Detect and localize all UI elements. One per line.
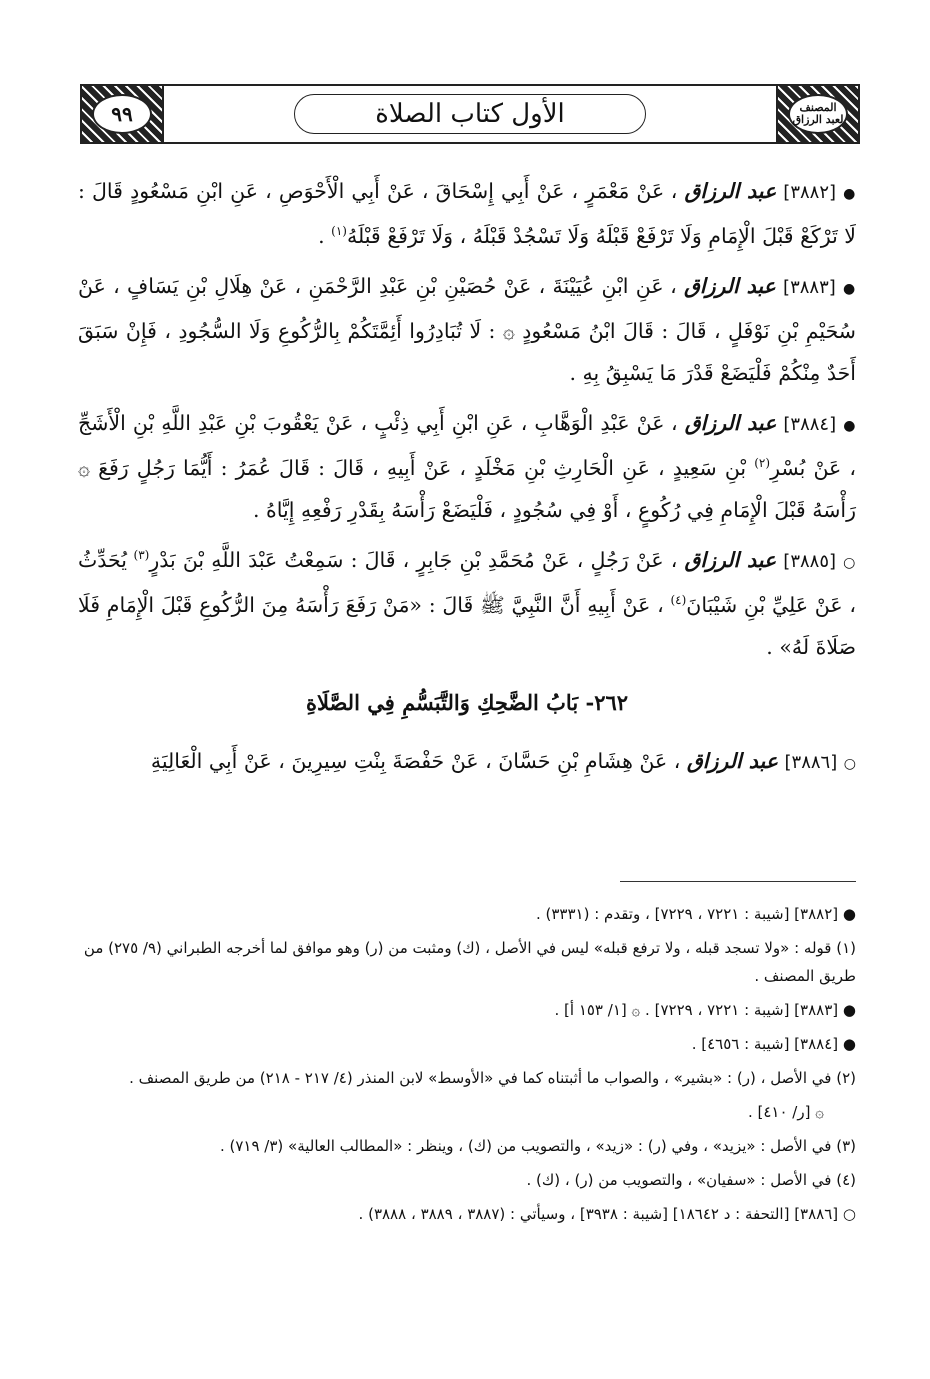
entry-marker: ○ [843,555,856,571]
footnote: ۞ [ر/ ٤١٠] . [747,1103,824,1121]
entry-tail: بْنِ سَعِيدٍ ، عَنِ الْحَارِثِ بْنِ مَخْلَدٍ ، عَنْ أَبِيهِ ، قَالَ : قَالَ عُمَرُ : أَيُّمَا رَجُلٍ رَفَعَ ۞ رَأْسَهُ قَبْلَ الْإِمَامِ فِي رُكُوعٍ ، أَوْ فِي سُجُودٍ ، فَلْيَضَعْ رَأْسَهُ بِقَدْرِ رَفْعِهِ إِيَّاهُ . [78,456,856,522]
hadith-entry [78,265,856,394]
footnote: (٢) في الأصل ، (ر) : «بشير» ، والصواب ما أثبتناه كما في «الأوسط» لابن المنذر (٤/ ٢١٧ - ٢١٨) من طريق المصنف . [129,1069,856,1087]
chapter-heading: ٢٦٢- بَابُ الضَّحِكِ وَالتَّبَسُّمِ فِي الصَّلَاةِ [305,690,629,715]
entry-number: [٣٨٨٦] [784,752,838,773]
footnote-ref: (٢) [754,456,771,471]
entry-number: [٣٨٨٢] [783,182,837,203]
author-name: عبد الرزاق [684,548,777,572]
footnote: ● [٣٨٨٢] [شيبة : ٧٢٢١ ، ٧٢٢٩] ، وتقدم : (٣٣٣١) . [535,905,856,923]
entry-marker: ● [843,418,856,434]
entry-number: [٣٨٨٣] [783,277,836,298]
main-text [78,170,856,793]
page-number: ٩٩ [92,94,152,134]
footnote: ● [٣٨٨٤] [شيبة : ٤٦٥٦] . [691,1035,856,1053]
entry-text: ، عَنْ عَبْدِ الْوَهَّابِ ، عَنِ ابْنِ أَبِي ذِئْبٍ ، عَنْ يَعْقُوبَ بْنِ عَبْدِ اللَّهِ بْنِ الْأَشَجِّ ، عَنْ بُسْرِ [78,411,857,480]
entry-tail: . [318,224,332,248]
entry-tail: ، عَنْ أَبِيهِ أَنَّ النَّبِيَّ ﷺ قَالَ : «مَنْ رَفَعَ رَأْسَهُ مِنَ الرُّكُوعِ قَبْلَ الْإِمَامِ فَلَا صَلَاةَ لَهُ» . [78,593,856,659]
hadith-entry [78,170,856,257]
left-ornament [82,86,162,142]
page-header [80,84,860,144]
entry-tail: يُحَدِّثُ ، عَنْ عَلِيِّ بْنِ شَيْبَانَ [78,548,856,617]
author-name: عبد الرزاق [684,179,777,203]
footnotes [78,900,856,1234]
entry-marker: ● [843,186,856,202]
footnote-ref: (٣) [133,548,150,563]
author-name: عبد الرزاق [686,749,778,773]
entry-text: ، عَنْ مَعْمَرٍ ، عَنْ أَبِي إِسْحَاقَ ، عَنْ أَبِي الْأَحْوَصِ ، عَنِ ابْنِ مَسْعُودٍ قَالَ : لَا تَرْكَعْ قَبْلَ الْإِمَامِ وَلَا تَرْفَعْ قَبْلَهُ وَلَا تَسْجُدْ قَبْلَهُ ، وَلَا تَرْفَعْ قَبْلَهُ [78,179,856,248]
entry-marker: ● [843,281,856,297]
footnote: (١) قوله : «ولا تسجد قبله ، ولا ترفع قبله» ليس في الأصل ، (ك) ومثبت من (ر) وهو موافق لما أخرجه الطبراني (٩/ ٢٧٥) من طريق المصنف . [83,939,856,985]
footnote-ref: (٤) [670,593,687,608]
hadith-entry [78,740,856,785]
hadith-entry [78,539,856,668]
running-title: الأول كتاب الصلاة [294,94,645,134]
footnote-ref: (١) [331,224,347,239]
footnote-divider [620,881,856,882]
entry-marker: ○ [843,756,856,772]
entry-text: ، عَنْ رَجُلٍ ، عَنْ مُحَمَّدِ بْنِ جَابِرٍ ، قَالَ : سَمِعْتُ عَبْدَ اللَّهِ بْنَ بَدْرٍ [149,548,678,572]
entry-number: [٣٨٨٤] [783,414,837,435]
book-title-ornament: المصنف لعبد الرزاق [788,94,848,134]
entry-number: [٣٨٨٥] [783,551,837,572]
hadith-entry [78,402,856,531]
footnote: (٤) في الأصل : «سفيان» ، والتصويب من (ر) ، (ك) . [526,1171,856,1189]
author-name: عبد الرزاق [683,274,776,298]
running-title-box [162,86,778,142]
right-ornament [778,86,858,142]
footnote: ○ [٣٨٨٦] [التحفة : د ١٨٦٤٢] [شيبة : ٣٩٣٨] ، وسيأتي : (٣٨٨٧ ، ٣٨٨٩ ، ٣٨٨٨) . [358,1205,856,1223]
footnote: (٣) في الأصل : «يزيد» ، وفي (ر) : «زيد» ، والتصويب من (ك) ، وينظر : «المطالب العالية» (٣/ ٧١٩) . [219,1137,856,1155]
entry-text: ، عَنْ هِشَامِ بْنِ حَسَّانَ ، عَنْ حَفْصَةَ بِنْتِ سِيرِينَ ، عَنْ أَبِي الْعَالِيَةِ [150,749,681,773]
entry-text: ، عَنِ ابْنِ عُيَيْنَةَ ، عَنْ حُصَيْنِ بْنِ عَبْدِ الرَّحْمَنِ ، عَنْ هِلَالِ بْنِ يَسَافٍ ، عَنْ سُحَيْمِ بْنِ نَوْفَلٍ ، قَالَ : قَالَ ابْنُ مَسْعُودٍ ۞ : لَا تُبَادِرُوا أَئِمَّتَكُمْ بِالرُّكُوعِ وَلَا السُّجُودِ ، فَإِنْ سَبَقَ أَحَدٌ مِنْكُمْ فَلْيَضَعْ قَدْرَ مَا يَسْبِقُ بِهِ . [78,274,856,385]
author-name: عبد الرزاق [684,411,777,435]
footnote: ● [٣٨٨٣] [شيبة : ٧٢٢١ ، ٧٢٢٩] . ۞ [١/ ١٥٣ أ] . [554,1001,856,1019]
